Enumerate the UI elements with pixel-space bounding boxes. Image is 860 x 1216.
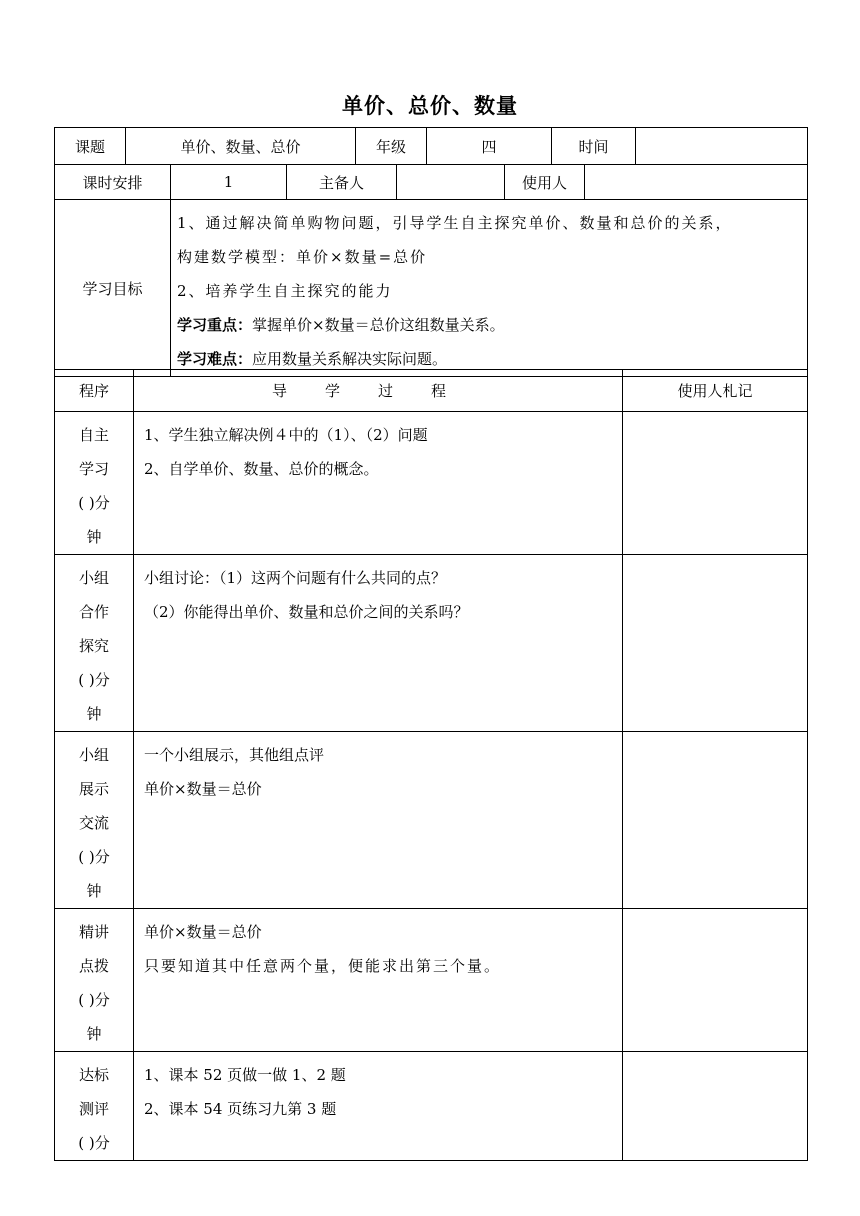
step-text: 点拨 xyxy=(78,957,109,975)
step-text: 钟 xyxy=(86,882,102,900)
lead-value xyxy=(397,165,505,200)
time-value xyxy=(636,128,808,165)
time-label: 时间 xyxy=(552,128,636,165)
step-text: 小组 xyxy=(78,746,109,764)
step-text: ( )分 xyxy=(78,494,110,512)
content-line: 小组讨论：（1）这两个问题有什么共同的点？ xyxy=(144,569,447,587)
section-row-1 xyxy=(55,412,808,555)
section-step-3 xyxy=(55,732,134,909)
step-text: 达标 xyxy=(78,1066,109,1084)
section-notes-4 xyxy=(623,909,808,1052)
section-step-5 xyxy=(55,1052,134,1161)
step-text: ( )分 xyxy=(78,671,110,689)
objective-line-3: 2、培养学生自主探究的能力 xyxy=(177,282,393,300)
content-line: 只要知道其中任意两个量，便能求出第三个量。 xyxy=(144,957,502,975)
section-content-2 xyxy=(134,555,623,732)
user-value xyxy=(585,165,808,200)
objective-line-2: 构建数学模型：单价×数量=总价 xyxy=(177,248,428,266)
step-text: 学习 xyxy=(78,460,109,478)
user-label: 使用人 xyxy=(505,165,585,200)
section-content-3 xyxy=(134,732,623,909)
lead-label: 主备人 xyxy=(287,165,397,200)
section-row-3 xyxy=(55,732,808,909)
section-notes-5 xyxy=(623,1052,808,1161)
header-guide xyxy=(134,370,623,412)
focus-line xyxy=(177,308,801,342)
info-table-row1 xyxy=(54,127,808,165)
step-text: 钟 xyxy=(86,528,102,546)
content-line: 单价×数量＝总价 xyxy=(144,780,262,798)
step-text: ( )分 xyxy=(78,1134,110,1152)
topic-label: 课题 xyxy=(55,128,126,165)
section-row-5 xyxy=(55,1052,808,1161)
section-notes-2 xyxy=(623,555,808,732)
period-value: 1 xyxy=(171,165,287,200)
section-content-1 xyxy=(134,412,623,555)
step-text: 钟 xyxy=(86,1025,102,1043)
step-text: 小组 xyxy=(78,569,109,587)
content-line: 1、学生独立解决例４中的（1）、（2）问题 xyxy=(144,426,428,444)
content-line: 一个小组展示，其他组点评 xyxy=(144,746,325,764)
objectives-label: 学习目标 xyxy=(55,200,171,377)
objectives-content xyxy=(171,200,808,377)
section-content-4 xyxy=(134,909,623,1052)
step-text: ( )分 xyxy=(78,848,110,866)
content-line: （2）你能得出单价、数量和总价之间的关系吗？ xyxy=(144,603,469,621)
header-guide-text: 导学过程 xyxy=(271,382,484,400)
step-text: 探究 xyxy=(78,637,109,655)
step-text: 自主 xyxy=(78,426,109,444)
section-row-2 xyxy=(55,555,808,732)
focus-label: 学习重点： xyxy=(177,316,253,334)
section-content-5 xyxy=(134,1052,623,1161)
step-text: 合作 xyxy=(78,603,109,621)
info-table-row2 xyxy=(54,164,808,200)
header-step: 程序 xyxy=(55,370,134,412)
grade-label: 年级 xyxy=(356,128,427,165)
header-notes: 使用人札记 xyxy=(623,370,808,412)
content-line: 1、课本 52 页做一做 1、2 题 xyxy=(144,1066,346,1084)
content-line: 2、课本 54 页练习九第 3 题 xyxy=(144,1100,337,1118)
section-notes-3 xyxy=(623,732,808,909)
focus-text: 掌握单价×数量＝总价这组数量关系。 xyxy=(252,316,505,334)
content-line: 单价×数量＝总价 xyxy=(144,923,262,941)
section-notes-1 xyxy=(623,412,808,555)
process-table xyxy=(54,369,808,1161)
step-text: 钟 xyxy=(86,705,102,723)
page-title: 单价、总价、数量 xyxy=(342,94,518,118)
difficulty-label: 学习难点： xyxy=(177,350,253,368)
grade-value: 四 xyxy=(427,128,552,165)
step-text: 展示 xyxy=(78,780,109,798)
step-text: ( )分 xyxy=(78,991,110,1009)
section-step-4 xyxy=(55,909,134,1052)
objective-line-1: 1、通过解决简单购物问题，引导学生自主探究单价、数量和总价的关系， xyxy=(177,214,733,232)
step-text: 精讲 xyxy=(78,923,109,941)
content-line: 2、自学单价、数量、总价的概念。 xyxy=(144,460,379,478)
period-label: 课时安排 xyxy=(55,165,171,200)
topic-value: 单价、数量、总价 xyxy=(126,128,356,165)
step-text: 测评 xyxy=(78,1100,109,1118)
section-step-1 xyxy=(55,412,134,555)
section-step-2 xyxy=(55,555,134,732)
step-text: 交流 xyxy=(78,814,109,832)
objectives-table xyxy=(54,199,808,377)
difficulty-text: 应用数量关系解决实际问题。 xyxy=(252,350,448,368)
section-row-4 xyxy=(55,909,808,1052)
